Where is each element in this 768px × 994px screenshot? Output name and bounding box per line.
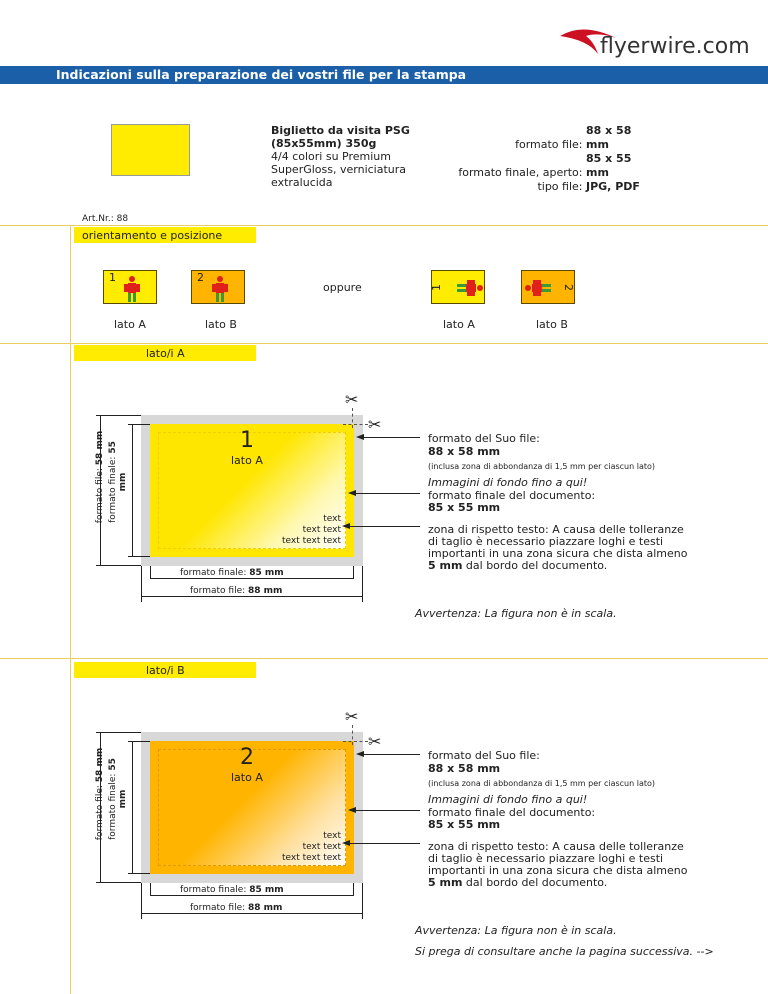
spec-value: JPG, PDF [586,180,640,193]
dimension-line [353,883,354,895]
crop-mark [343,424,368,425]
dimension-line [132,424,133,557]
figure-icon [432,271,486,305]
product-desc: extralucida [271,176,333,189]
big-number: 2 [240,745,254,770]
product-info [271,124,410,189]
sample-text: text text text text text text [281,831,341,863]
spec-label: formato file: [515,138,583,151]
page-title: Indicazioni sulla preparazione dei vostri file per la stampa [0,66,768,84]
dimension-line [128,741,150,742]
divider [0,225,768,226]
divider [0,658,768,659]
callout-arrow [348,526,420,527]
final-dim-label: formato finale: 85 mm [180,885,284,895]
arrow-head-icon [356,434,364,440]
warning-note: Avvertenza: La figura non è in scala. [415,607,617,620]
side-b-heading: lato/i B [74,662,256,678]
callout-arrow [362,754,420,755]
orientation-card: 2 [521,270,575,304]
product-desc: SuperGloss, verniciatura [271,163,407,176]
orientation-card: 2 [191,270,245,304]
specs [458,124,658,194]
dimension-line [96,415,141,416]
dimension-line [141,596,363,597]
scissors-icon: ✂ [368,415,382,434]
spec-label: formato finale, aperto: [458,166,583,179]
crop-mark [343,741,368,742]
logo [558,24,758,64]
figure-icon [522,271,576,305]
note-file-format: formato del Suo file: 88 x 58 mm (inclusa zona di abbondanza di 1,5 mm per ciascun lato) Immagini di fondo fino a qui! [428,749,656,806]
logo-text: flyerwire.com [600,34,750,59]
arrow-head-icon [348,807,356,813]
figure-icon [192,271,246,305]
arrow-head-icon [348,490,356,496]
vertical-final-label: formato finale: 55 mm [108,441,128,523]
art-number: Art.Nr.: 88 [82,214,129,224]
dimension-line [150,566,151,578]
orientation-heading: orientamento e posizione [74,227,256,243]
file-dim-label: formato file: 88 mm [190,586,283,596]
or-text: oppure [323,281,362,294]
vertical-final-label: formato finale: 55 mm [108,758,128,840]
dimension-line [132,741,133,874]
side-label: lato A [231,454,263,467]
file-dim-label: formato file: 88 mm [190,903,283,913]
side-a-diagram [0,380,768,630]
dimension-line [128,424,150,425]
dimension-line [150,895,354,896]
spec-value: 88 x 58 mm [586,124,632,151]
orientation-card: 1 [431,270,485,304]
scissors-icon: ✂ [368,732,382,751]
arrow-head-icon [356,751,364,757]
side-b-diagram [0,697,768,987]
big-number: 1 [240,428,254,453]
product-name: (85x55mm) 350g [271,137,377,150]
scissors-icon: ✂ [345,390,359,409]
warning-note: Avvertenza: La figura non è in scala. [415,924,617,937]
side-a-heading: lato/i A [74,345,256,361]
sample-text: text text text text text text [281,514,341,546]
note-final-format: formato finale del documento: 85 x 55 mm [428,489,596,514]
next-page-note: Si prega di consultare anche la pagina successiva. --> [415,945,714,958]
note-final-format: formato finale del documento: 85 x 55 mm [428,806,596,831]
dimension-line [96,565,141,566]
callout-arrow [354,493,420,494]
spec-label: tipo file: [537,180,583,193]
arrow-head-icon [342,523,350,529]
vertical-file-label: formato file: 58 mm [95,430,105,524]
card-label: lato A [443,318,475,331]
note-file-format: formato del Suo file: 88 x 58 mm (inclusa zona di abbondanza di 1,5 mm per ciascun lato) Immagini di fondo fino a qui! [428,432,656,489]
dimension-line [96,882,141,883]
crop-mark [352,725,353,745]
orientation-card: 1 [103,270,157,304]
dimension-line [353,566,354,578]
product-desc: 4/4 colori su Premium [271,150,391,163]
card-label: lato A [114,318,146,331]
dimension-line [150,578,354,579]
callout-arrow [348,843,420,844]
dimension-line [150,883,151,895]
dimension-line [128,873,150,874]
vertical-file-label: formato file: 58 mm [95,747,105,841]
figure-icon [104,271,158,305]
final-dim-label: formato finale: 85 mm [180,568,284,578]
product-swatch [111,124,190,176]
crop-mark [352,408,353,428]
scissors-icon: ✂ [345,707,359,726]
callout-arrow [354,810,420,811]
dimension-line [128,556,150,557]
note-safe-zone: zona di rispetto testo: A causa delle tolleranze di taglio è necessario piazzare loghi e testi importanti in una zona sicura che dista almeno 5 mm dal bordo del documento. [428,523,688,572]
product-name: Biglietto da visita PSG [271,124,410,137]
callout-arrow [362,437,420,438]
dimension-line [141,913,363,914]
side-label: lato A [231,771,263,784]
spec-value: 85 x 55 mm [586,152,632,179]
note-safe-zone: zona di rispetto testo: A causa delle tolleranze di taglio è necessario piazzare loghi e testi importanti in una zona sicura che dista almeno 5 mm dal bordo del documento. [428,840,688,889]
dimension-line [96,732,141,733]
card-label: lato B [205,318,237,331]
arrow-head-icon [342,840,350,846]
divider [0,343,768,344]
card-label: lato B [536,318,568,331]
